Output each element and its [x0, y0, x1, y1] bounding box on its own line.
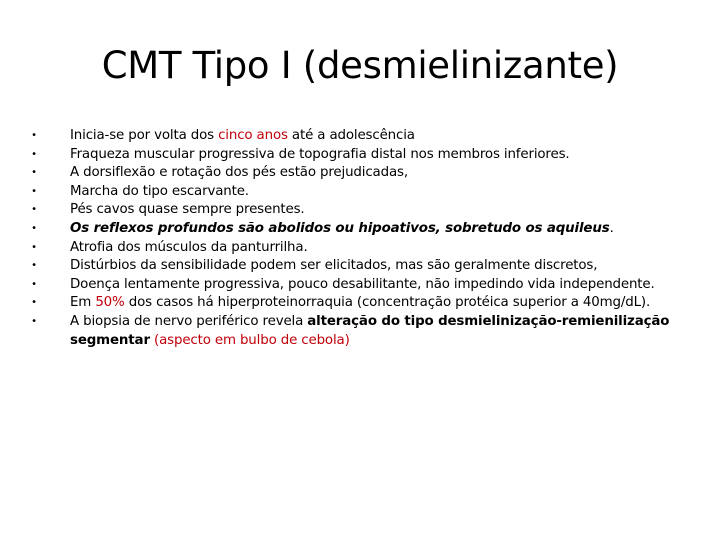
bullet-list	[0, 127, 720, 350]
bullet-item-proteinorrachia	[0, 294, 720, 313]
bullet-item-weakness	[0, 146, 720, 165]
bullet-dot-icon: •	[31, 130, 37, 141]
bullet-item-pes-cavos	[0, 201, 720, 220]
bullet-dot-icon: •	[31, 297, 37, 309]
bullet-text: Pés cavos quase sempre presentes.	[70, 202, 305, 218]
bullet-item-gait	[0, 183, 720, 202]
bullet-text: Distúrbios da sensibilidade podem ser elicitados, mas são geralmente discretos,	[70, 258, 598, 274]
bullet-text: Em	[70, 295, 96, 311]
bullet-dot-icon: •	[31, 204, 37, 216]
bullet-item-reflexes	[0, 220, 720, 239]
bullet-text: Inicia-se por volta dos	[70, 128, 219, 143]
bullet-text: dos casos há hiperproteinorraquia (concentração protéica superior a 40mg/dL).	[124, 295, 651, 311]
bullet-dot-icon: •	[31, 185, 37, 197]
bullet-item-biopsy	[0, 313, 720, 350]
bullet-dot-icon: •	[31, 241, 37, 253]
bullet-text: até a adolescência	[287, 128, 415, 143]
bullet-dot-icon: •	[31, 278, 37, 290]
bullet-dot-icon: •	[31, 167, 37, 179]
highlight-text: (aspecto em bulbo de cebola)	[154, 332, 350, 348]
bullet-dot-icon: •	[31, 148, 37, 160]
bullet-item-dorsiflexion	[0, 164, 720, 183]
bullet-text: A dorsiflexão e rotação dos pés estão prejudicadas,	[70, 165, 408, 181]
bullet-item-progression	[0, 276, 720, 295]
bullet-text: Doença lentamente progressiva, pouco desabilitante, não impedindo vida independente.	[70, 276, 655, 292]
highlight-text: 50%	[95, 295, 125, 311]
bullet-item-atrophy	[0, 239, 720, 258]
slide-title: CMT Tipo I (desmielinizante)	[101, 44, 619, 87]
bullet-text-emphasis: Os reflexos profundos são abolidos ou hipoativos, sobretudo os aquileus	[70, 220, 610, 236]
bullet-dot-icon: •	[31, 315, 37, 327]
bullet-dot-icon: •	[31, 222, 37, 234]
bullet-text: .	[609, 220, 614, 236]
bullet-text: Fraqueza muscular progressiva de topografia distal nos membros inferiores.	[70, 146, 570, 162]
bullet-text: Marcha do tipo escarvante.	[70, 183, 249, 199]
bullet-text: Atrofia dos músculos da panturrilha.	[70, 239, 308, 255]
highlight-text: cinco anos	[218, 128, 288, 143]
bullet-item-sensibility	[0, 257, 720, 276]
bullet-item-onset	[0, 127, 720, 146]
bullet-text-bold: alteração do tipo desmielinização-remienilização segmentar	[70, 313, 670, 348]
bullet-text: A biopsia de nervo periférico revela	[70, 313, 308, 329]
bullet-dot-icon: •	[31, 260, 37, 272]
